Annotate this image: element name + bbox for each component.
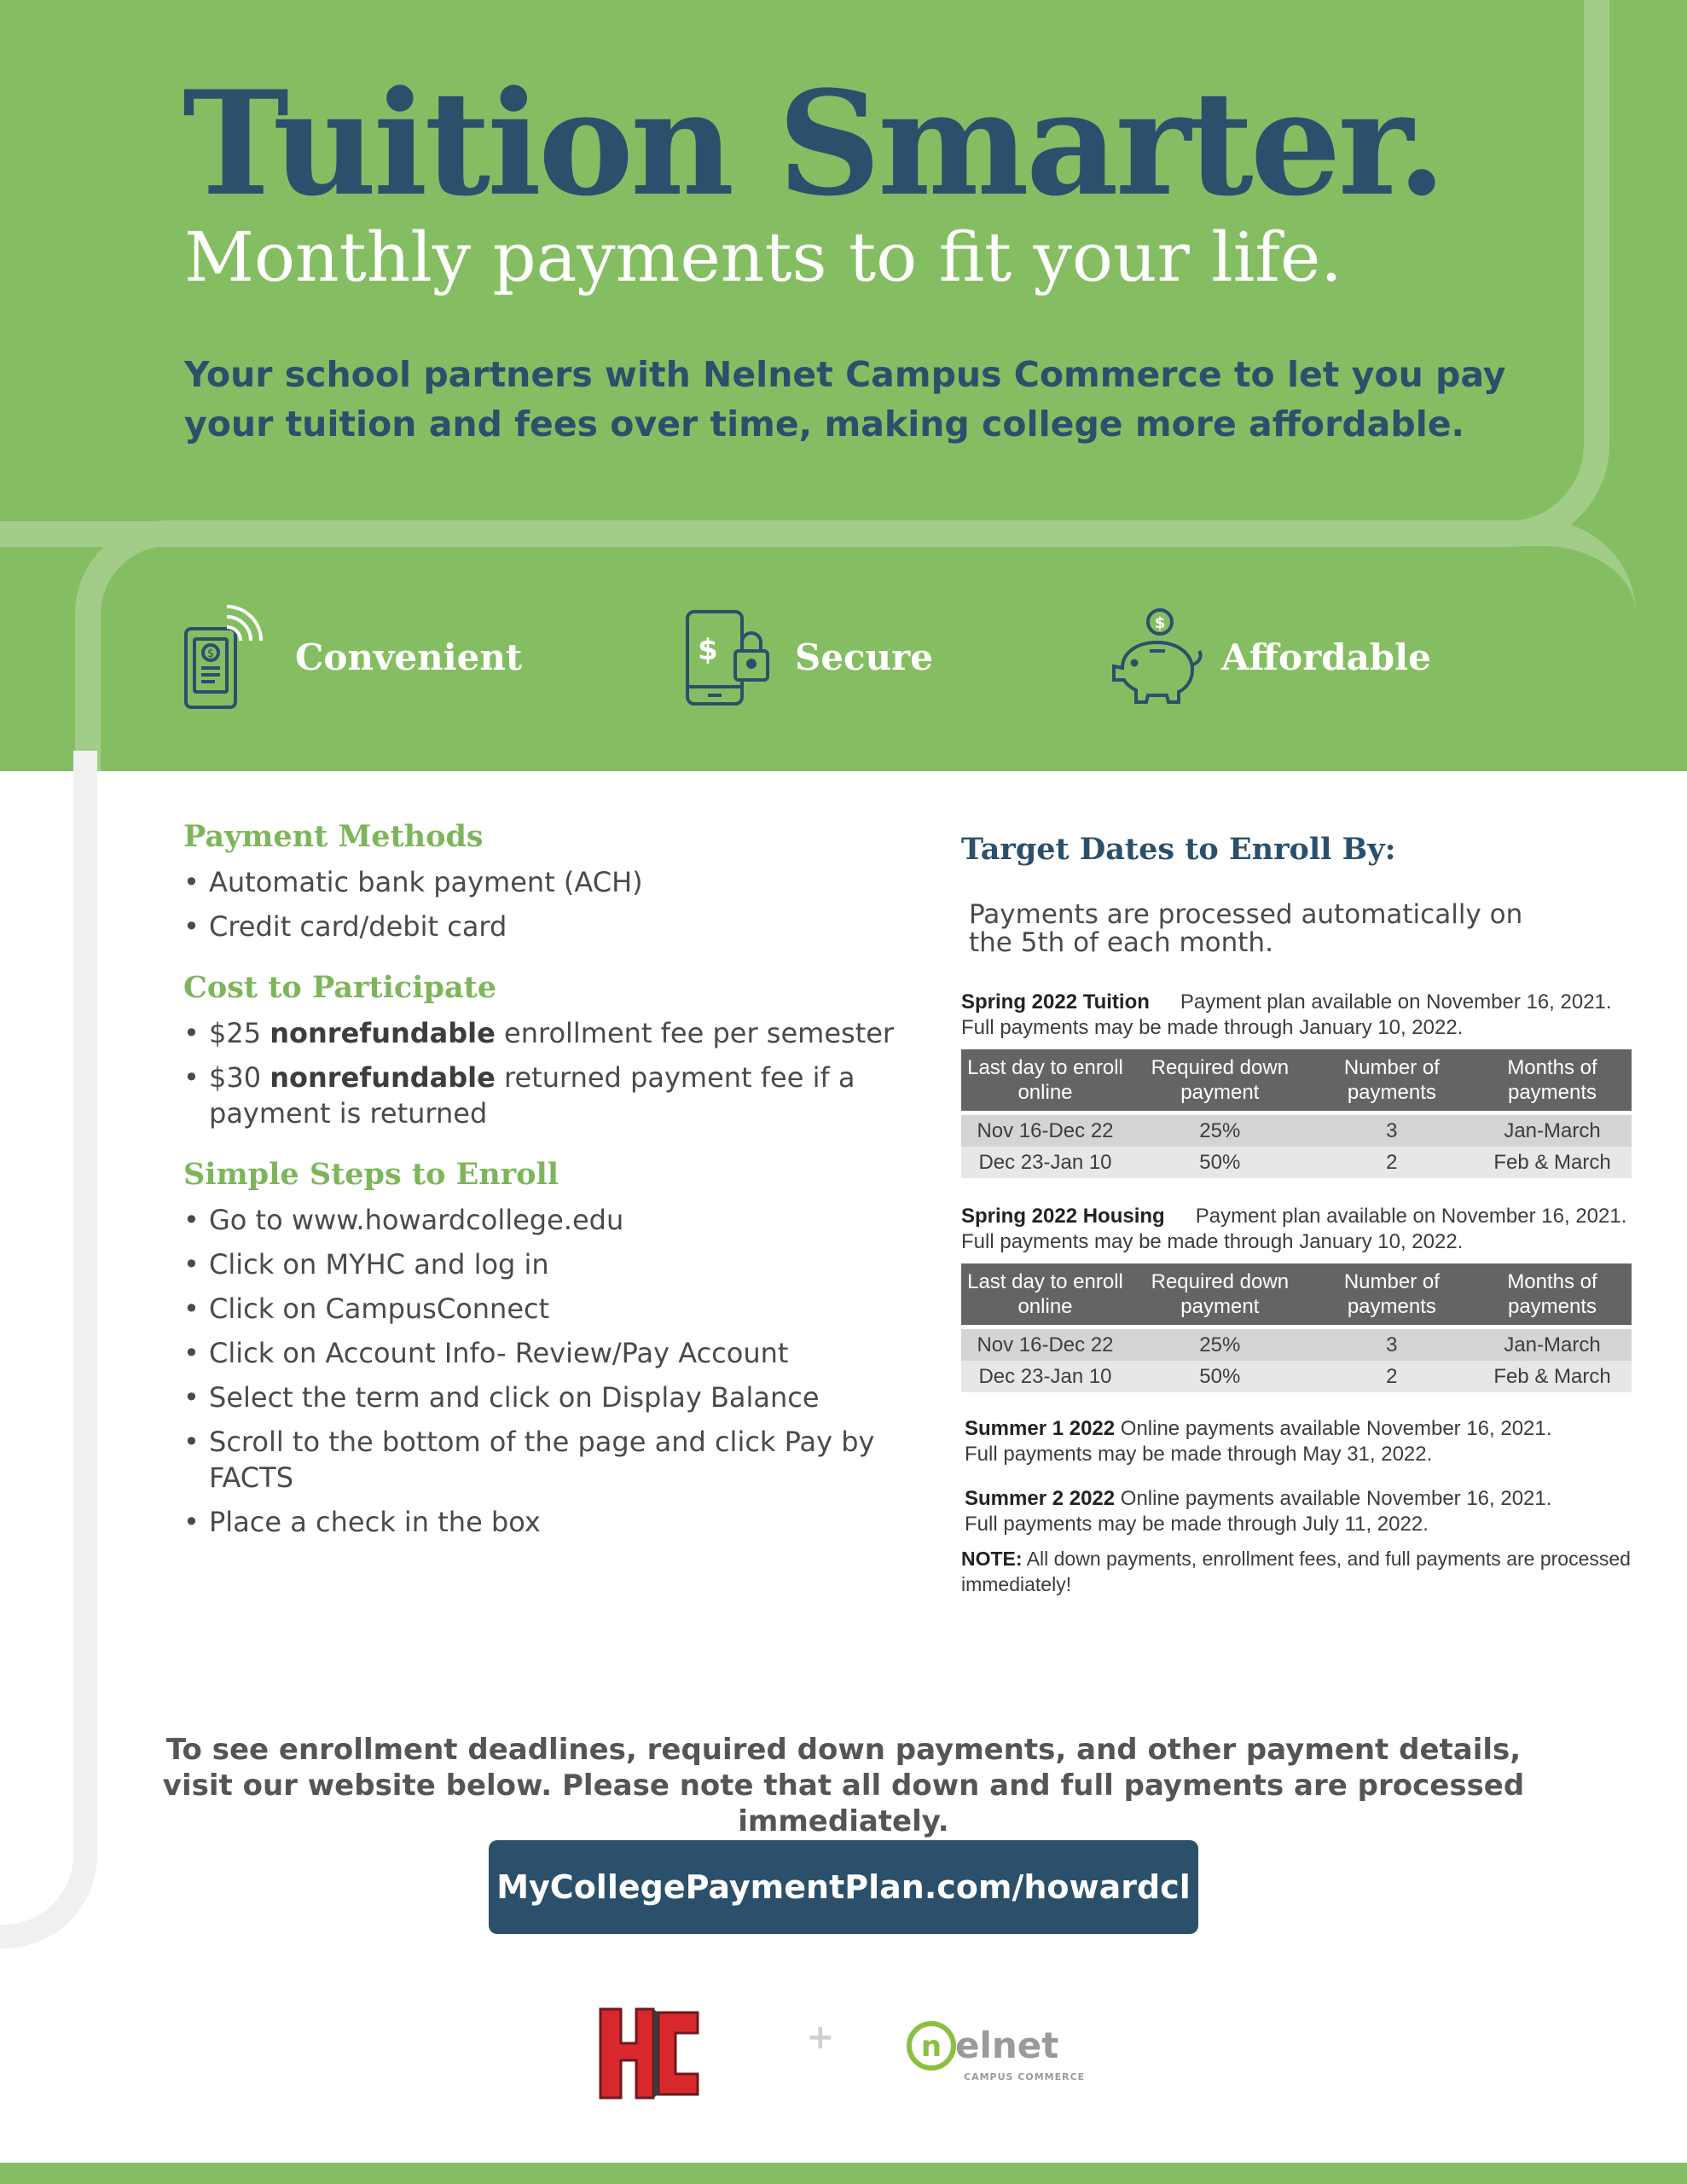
hero-banner <box>0 0 1687 771</box>
feature-label: Secure <box>795 636 934 678</box>
table-header: Required down payment <box>1129 1049 1311 1113</box>
table-cell: 25% <box>1129 1327 1311 1362</box>
table-cell: 50% <box>1129 1361 1311 1392</box>
table-cell: 25% <box>1129 1113 1311 1147</box>
feature-label: Convenient <box>295 636 523 678</box>
table-row <box>961 1147 1632 1178</box>
list-item: • Automatic bank payment (ACH) <box>183 864 917 900</box>
summer1-info: Summer 1 2022 Online payments available November 16, 2021. Full payments may be made through May 31, 2022. <box>965 1417 1552 1466</box>
list-item: • $25 nonrefundable enrollment fee per semester <box>183 1015 917 1051</box>
note-text: NOTE: All down payments, enrollment fees, and full payments are processed immediately! <box>961 1548 1631 1595</box>
tuition-table <box>961 1049 1632 1178</box>
svg-text:elnet: elnet <box>955 2024 1059 2066</box>
table-cell: Feb & March <box>1473 1361 1632 1392</box>
feature-convenient <box>174 597 522 717</box>
list-item: • Select the term and click on Display Balance <box>183 1380 917 1415</box>
plus-sign: + <box>806 2018 835 2057</box>
table-cell: Dec 23-Jan 10 <box>961 1147 1129 1178</box>
feature-secure <box>674 597 933 717</box>
nelnet-logo <box>906 2013 1093 2090</box>
feature-label: Affordable <box>1221 636 1431 678</box>
table-header: Last day to enroll online <box>961 1263 1129 1327</box>
svg-text:CAMPUS COMMERCE: CAMPUS COMMERCE <box>964 2071 1086 2082</box>
list-item: • Credit card/debit card <box>183 909 917 944</box>
target-dates-intro: Payments are processed automatically on the 5th of each month. <box>969 899 1523 958</box>
subheadline: Monthly payments to fit your life. <box>184 218 1342 297</box>
steps-list <box>183 1202 917 1540</box>
table-cell: Jan-March <box>1473 1113 1632 1147</box>
cost-title: Cost to Participate <box>183 970 497 1005</box>
list-item: • $30 nonrefundable returned payment fee if a payment is returned <box>183 1060 917 1131</box>
footer-text: To see enrollment deadlines, required down payments, and other payment details, visit our website below. Please note that all down and full payments are processed immediately. <box>162 1733 1525 1838</box>
table-header: Last day to enroll online <box>961 1049 1129 1113</box>
table-header: Months of payments <box>1473 1263 1632 1327</box>
list-item: • Go to www.howardcollege.edu <box>183 1202 917 1238</box>
table-cell: Dec 23-Jan 10 <box>961 1361 1129 1392</box>
list-item: • Click on Account Info- Review/Pay Account <box>183 1335 917 1371</box>
list-item: • Place a check in the box <box>183 1504 917 1540</box>
note-label: NOTE: <box>961 1548 1023 1570</box>
howard-college-logo <box>597 2001 704 2106</box>
table-cell: 3 <box>1311 1113 1473 1147</box>
table-cell: 50% <box>1129 1147 1311 1178</box>
payment-methods-list <box>183 864 917 944</box>
list-item: • Scroll to the bottom of the page and click Pay by FACTS <box>183 1424 917 1496</box>
plan-name: Spring 2022 Housing <box>961 1205 1165 1228</box>
cost-list <box>183 1015 917 1131</box>
summer2-info: Summer 2 2022 Online payments available November 16, 2021. Full payments may be made through July 11, 2022. <box>965 1487 1552 1536</box>
table-cell: 3 <box>1311 1327 1473 1362</box>
table-row <box>961 1327 1632 1362</box>
svg-text:$: $ <box>1154 614 1166 632</box>
mobile-payment-icon <box>174 601 285 712</box>
table-cell: Jan-March <box>1473 1327 1632 1362</box>
table-header: Months of payments <box>1473 1049 1632 1113</box>
decorative-curve <box>0 751 97 1949</box>
emphasis: nonrefundable <box>270 1061 496 1094</box>
housing-table <box>961 1263 1632 1392</box>
emphasis: nonrefundable <box>270 1017 496 1049</box>
table-cell: Nov 16-Dec 22 <box>961 1113 1129 1147</box>
housing-plan-heading: Spring 2022 Housing Payment plan available on November 16, 2021. Full payments may be made through January 10, 2022. <box>961 1205 1627 1253</box>
feature-affordable <box>1100 597 1431 717</box>
left-column <box>183 819 917 1565</box>
piggy-bank-icon <box>1100 601 1211 712</box>
plan-name: Spring 2022 Tuition <box>961 990 1150 1014</box>
table-cell: Feb & March <box>1473 1147 1632 1178</box>
secure-phone-icon <box>674 601 785 712</box>
table-cell: Nov 16-Dec 22 <box>961 1327 1129 1362</box>
table-header: Number of payments <box>1311 1263 1473 1327</box>
plan-name: Summer 1 2022 <box>965 1417 1116 1440</box>
svg-text:$: $ <box>698 633 718 667</box>
bottom-bar <box>0 2163 1687 2184</box>
svg-text:$: $ <box>206 648 215 660</box>
table-header: Required down payment <box>1129 1263 1311 1327</box>
tuition-plan-heading: Spring 2022 Tuition Payment plan available on November 16, 2021. Full payments may be made through January 10, 2022. <box>961 990 1612 1039</box>
table-cell: 2 <box>1311 1361 1473 1392</box>
plan-name: Summer 2 2022 <box>965 1487 1116 1510</box>
table-cell: 2 <box>1311 1147 1473 1178</box>
intro-text: Your school partners with Nelnet Campus Commerce to let you pay your tuition and fees over time, making college more affordable. <box>184 354 1506 444</box>
table-row <box>961 1361 1632 1392</box>
target-dates-title: Target Dates to Enroll By: <box>961 832 1396 867</box>
table-row <box>961 1113 1632 1147</box>
list-item: • Click on MYHC and log in <box>183 1246 917 1282</box>
steps-title: Simple Steps to Enroll <box>183 1157 559 1192</box>
payment-methods-title: Payment Methods <box>183 819 484 854</box>
list-item: • Click on CampusConnect <box>183 1291 917 1327</box>
headline: Tuition Smarter. <box>183 59 1444 228</box>
right-column <box>961 832 1632 1597</box>
website-link-button[interactable]: MyCollegePaymentPlan.com/howardcl <box>489 1840 1198 1934</box>
table-header: Number of payments <box>1311 1049 1473 1113</box>
svg-text:n: n <box>920 2030 942 2064</box>
